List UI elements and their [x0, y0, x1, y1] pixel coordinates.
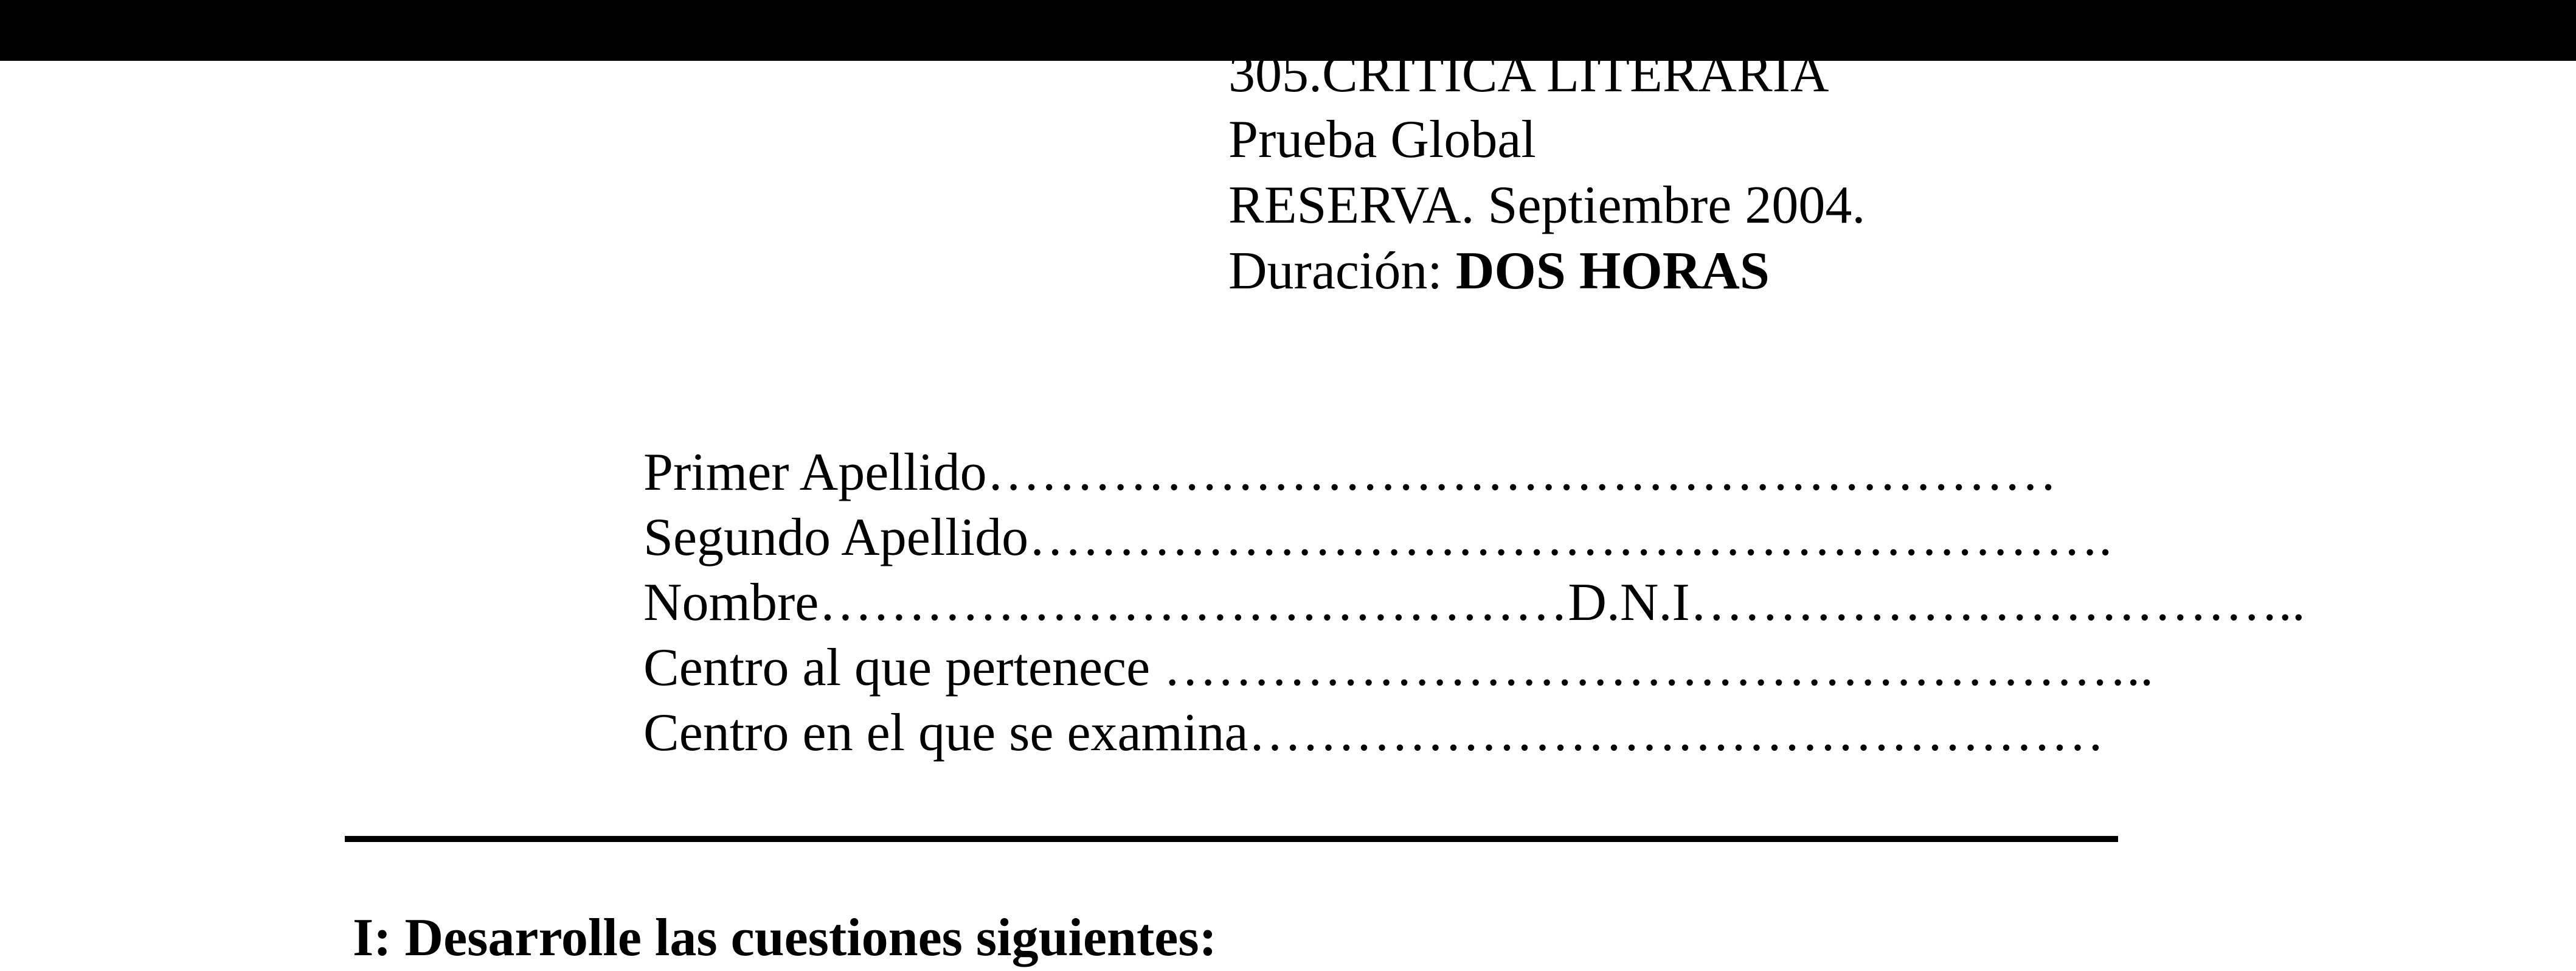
first-surname-field[interactable]: Primer Apellido……………………………………………………	[643, 443, 2057, 502]
second-surname-field[interactable]: Segundo Apellido…………………………………………………….	[643, 508, 2113, 567]
exam-header	[1228, 41, 1865, 304]
horizontal-divider	[345, 836, 2118, 842]
duration-label: Duración:	[1228, 242, 1456, 301]
center-belongs-field[interactable]: Centro al que pertenece ………………………………………………..	[643, 638, 2154, 697]
exam-duration	[1228, 238, 1865, 304]
exam-type: Prueba Global	[1228, 110, 1536, 169]
center-exam-field[interactable]: Centro en el que se examina…………………………………………	[643, 703, 2105, 762]
course-title: 305.CRITICA LITERARIA	[1228, 44, 1829, 103]
name-dni-row	[643, 570, 2305, 635]
name-field[interactable]: Nombre……………………………………	[643, 573, 1568, 632]
section-heading: I: Desarrolle las cuestiones siguientes:	[353, 908, 1217, 967]
dni-field[interactable]: D.N.I……………………………..	[1568, 573, 2305, 632]
student-info-form	[643, 440, 2305, 765]
duration-value: DOS HORAS	[1455, 242, 1770, 301]
exam-session: RESERVA. Septiembre 2004.	[1228, 176, 1866, 235]
